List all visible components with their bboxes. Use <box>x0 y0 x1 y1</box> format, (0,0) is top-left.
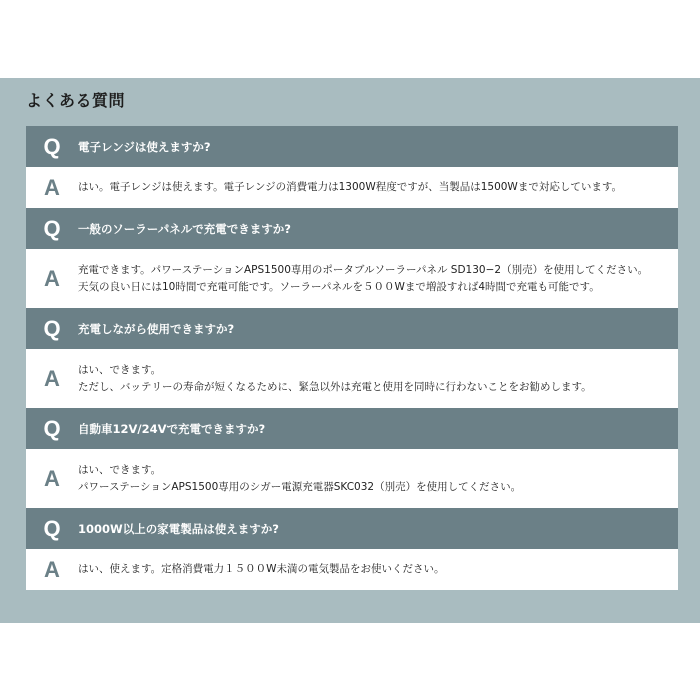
question-row <box>26 508 678 549</box>
a-marker: A <box>44 174 60 200</box>
question-row <box>26 308 678 349</box>
answer-row <box>26 349 678 408</box>
a-marker: A <box>44 556 60 582</box>
answer-row <box>26 449 678 508</box>
q-marker: Q <box>43 133 61 159</box>
answer-line: ただし、バッテリーの寿命が短くなるために、緊急以外は充電と使用を同時に行わないことをお勧めします。 <box>78 380 592 393</box>
answer-row <box>26 249 678 308</box>
question-row <box>26 408 678 449</box>
answer-row <box>26 549 678 590</box>
answer-line: パワーステーションAPS1500専用のシガー電源充電器SKC032（別売）を使用してください。 <box>78 480 522 493</box>
question-text: 電子レンジは使えますか? <box>78 139 211 154</box>
q-marker: Q <box>43 415 61 441</box>
question-text: 1000W以上の家電製品は使えますか? <box>78 521 279 536</box>
question-row <box>26 208 678 249</box>
answer-line: はい、できます。 <box>78 363 162 376</box>
q-marker: Q <box>43 315 61 341</box>
answer-text <box>78 179 622 196</box>
answer-text <box>78 462 521 496</box>
q-marker: Q <box>43 215 61 241</box>
answer-row <box>26 167 678 208</box>
question-text: 自動車12V/24Vで充電できますか? <box>78 421 266 436</box>
faq-panel <box>0 78 700 623</box>
question-text: 一般のソーラーパネルで充電できますか? <box>78 221 291 236</box>
a-marker: A <box>44 265 60 291</box>
faq-heading: よくある質問 <box>26 91 126 110</box>
a-marker: A <box>44 365 60 391</box>
faq-list <box>26 126 678 590</box>
answer-line: はい、使えます。定格消費電力１５００W未満の電気製品をお使いください。 <box>78 563 445 575</box>
answer-text <box>78 262 648 296</box>
q-marker: Q <box>43 515 61 541</box>
answer-line: 天気の良い日には10時間で充電可能です。ソーラーパネルを５００Wまで増設すれば4時間で充電も可能です。 <box>78 280 600 293</box>
question-text: 充電しながら使用できますか? <box>78 321 235 336</box>
answer-line: 充電できます。パワーステーションAPS1500専用のポータブルソーラーパネル SD130−2（別売）を使用してください。 <box>78 263 649 276</box>
answer-line: はい、できます。 <box>78 463 162 476</box>
question-row <box>26 126 678 167</box>
a-marker: A <box>44 465 60 491</box>
answer-text <box>78 561 445 578</box>
answer-line: はい。電子レンジは使えます。電子レンジの消費電力は1300W程度ですが、当製品は1500Wまで対応しています。 <box>78 181 622 193</box>
answer-text <box>78 362 592 396</box>
